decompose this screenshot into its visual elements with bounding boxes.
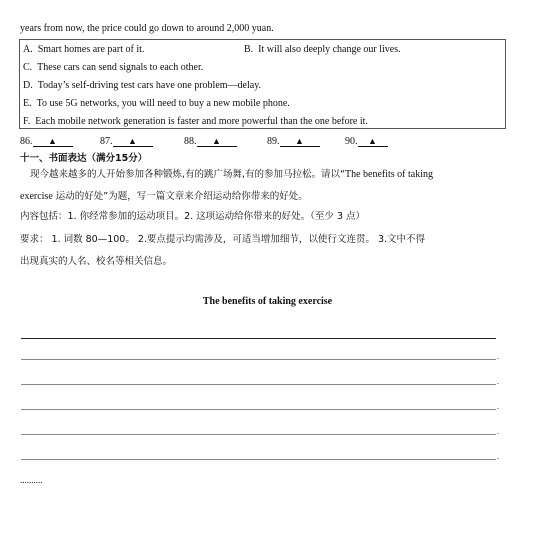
option-e [23,98,290,110]
line-end-dot: . [497,352,499,361]
option-label: D. [23,80,33,91]
options-box [19,39,506,129]
option-f [23,116,368,128]
requirements-line-1: 要求： 1. 词数 80—100。 2.要点提示均需涉及，可适当增加细节，以使行文连贯。 3.文中不得 [20,234,426,245]
requirements-line-2: 出现真实的人名、校名等相关信息。 [20,256,173,267]
option-label: B. [244,44,254,55]
answer-blank[interactable]: ▲ [358,136,388,147]
prompt-cn: 现今越来越多的人开始参加各种锻炼,有的跳广场舞,有的参加马拉松。请以“ [30,169,345,180]
option-text: To use 5G networks, you will need to buy a new mobile phone. [36,98,290,109]
option-a [23,44,144,56]
continuation-ellipsis: .......... [20,475,43,485]
writing-line[interactable] [21,338,496,339]
section-title: 十一、书面表达（满分15分） [20,153,148,164]
answer-blank[interactable]: ▲ [113,136,153,147]
answer-89 [267,135,345,148]
writing-line[interactable] [21,409,496,410]
prompt-en: exercise [20,191,53,202]
option-text: These cars can send signals to each other. [37,62,204,73]
writing-line[interactable] [21,434,496,435]
option-label: A. [23,44,33,55]
line-end-dot: . [497,452,499,461]
writing-line[interactable] [21,459,496,460]
top-sentence: years from now, the price could go down to around 2,000 yuan. [20,23,274,34]
writing-line[interactable] [21,359,496,360]
option-label: C. [23,62,33,73]
prompt-line-2 [20,190,308,203]
option-text: It will also deeply change our lives. [258,44,401,55]
answer-number: 90. [345,136,358,147]
answer-90 [345,135,405,148]
option-text: Today’s self-driving test cars have one problem—delay. [37,80,262,91]
answer-row [20,135,405,148]
content-line: 内容包括：1. 你经常参加的运动项目。2. 这项运动给你带来的好处。（至少 3 点） [20,211,366,222]
prompt-cn: 运动的好处”为题，写一篇文章来介绍运动给你带来的好处。 [52,191,308,202]
line-end-dot: . [497,402,499,411]
option-text: Smart homes are part of it. [37,44,145,55]
writing-line[interactable] [21,384,496,385]
answer-number: 89. [267,136,280,147]
answer-blank[interactable]: ▲ [33,136,73,147]
option-text: Each mobile network generation is faster and more powerful than the one before it. [35,116,368,127]
answer-number: 88. [184,136,197,147]
line-end-dot: . [497,427,499,436]
prompt-line-1 [30,168,433,181]
prompt-en: The benefits of taking [344,169,433,180]
option-c [23,62,203,74]
option-label: E. [23,98,32,109]
answer-number: 87. [100,136,113,147]
option-d [23,80,261,92]
answer-87 [100,135,184,148]
answer-blank[interactable]: ▲ [197,136,237,147]
option-label: F. [23,116,31,127]
answer-86 [20,135,100,148]
line-end-dot: . [497,377,499,386]
essay-title: The benefits of taking exercise [202,296,333,307]
answer-blank[interactable]: ▲ [280,136,320,147]
option-b [244,44,401,56]
answer-number: 86. [20,136,33,147]
answer-88 [184,135,267,148]
